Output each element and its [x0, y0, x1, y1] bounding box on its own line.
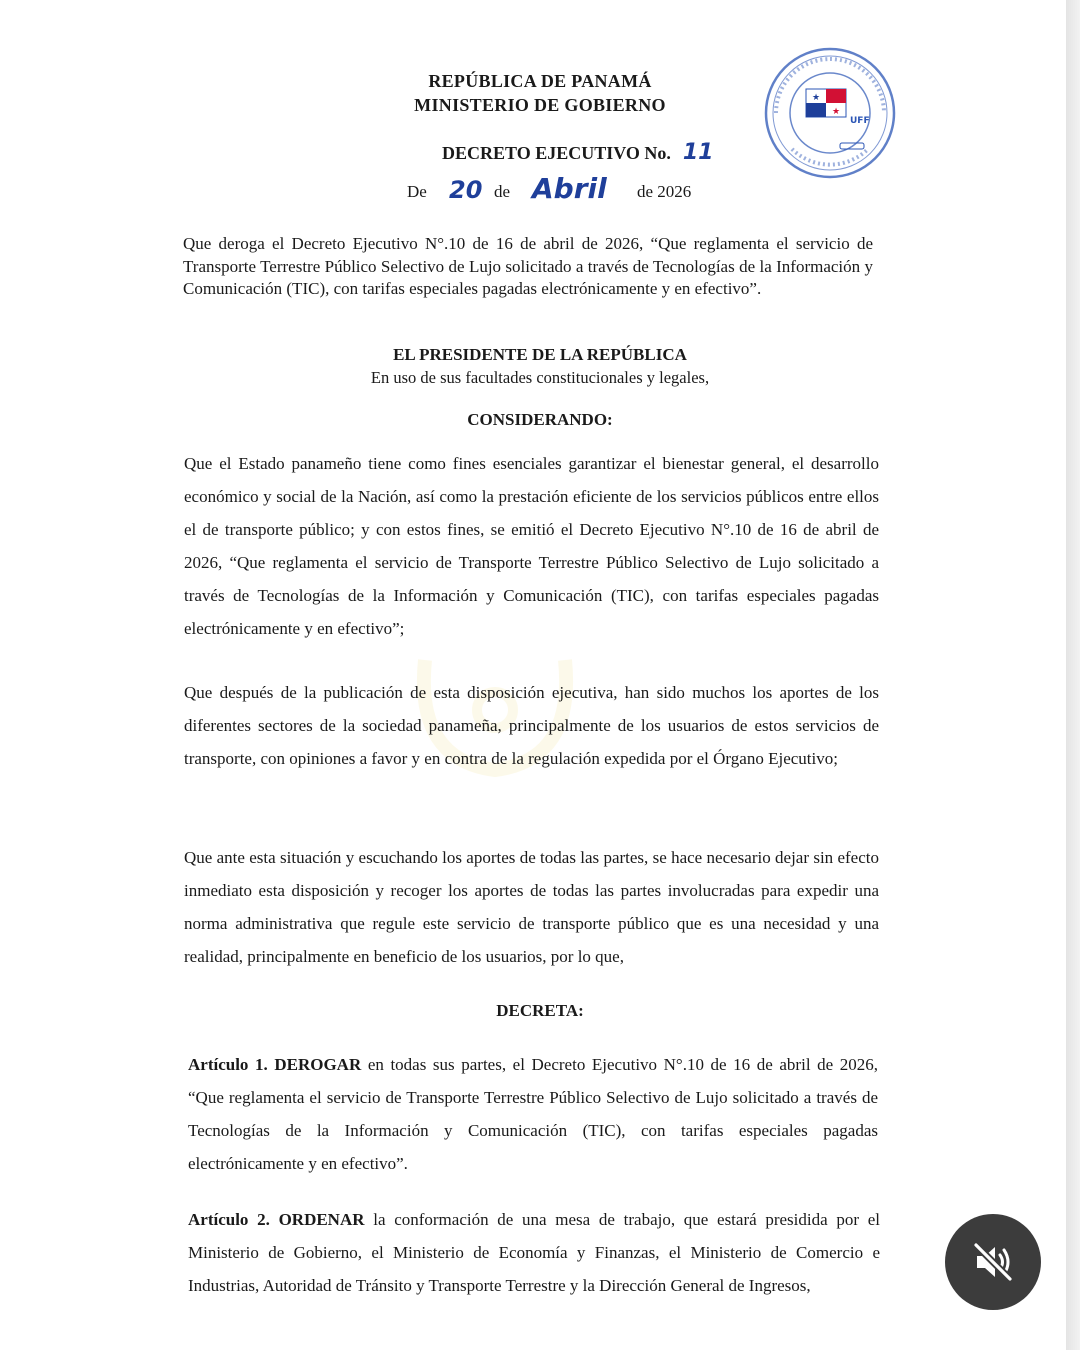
article-1-text: en todas sus partes, el Decreto Ejecutivo N°.10 de 16 de abril de 2026, “Que reglamenta el servicio de Transporte Terrestre Público Selectivo de Lujo solicitado a través de Tecnologías de la Información y Comunicación (TIC), con tarifas especiales pagadas electrónicamente y en efectivo”. — [188, 1055, 879, 1173]
intro-paragraph: Que deroga el Decreto Ejecutivo N°.10 de 16 de abril de 2026, “Que reglamenta el servicio de Transporte Terrestre Público Selectivo de Lujo solicitado a través de Tecnologías de la Información y Comunicación (TIC), con tarifas especiales pagadas electrónicamente y en efectivo”. — [183, 234, 873, 298]
considerando-paragraph-1: Que el Estado panameño tiene como fines esenciales garantizar el bienestar general, el desarrollo económico y social de la Nación, así como la prestación eficiente de los servicios públicos entre ellos el de transporte público; y con estos fines, se emitió el Decreto Ejecutivo N°.10 de 16 de abril de 2026, “Que reglamenta el servicio de Transporte Terrestre Público Selectivo de Lujo solicitado a través de Tecnologías de la Información y Comunicación (TIC), con tarifas especiales pagadas electrónicamente y en efectivo”; — [184, 454, 879, 638]
date-year: de 2026 — [637, 182, 692, 201]
article-2-text: la conformación de una mesa de trabajo, que estará presidida por el Ministerio de Gobierno, el Ministerio de Economía y Finanzas, el Ministerio de Comercio e Industrias, Autoridad de Tránsito y Transporte Terrestre y la Dirección General de Ingresos, — [188, 1210, 880, 1295]
article-1 — [188, 1048, 878, 1180]
president-title: EL PRESIDENTE DE LA REPÚBLICA — [393, 345, 687, 364]
decree-label: DECRETO EJECUTIVO No. — [442, 143, 671, 163]
svg-text:★: ★ — [811, 92, 821, 102]
decree-number-handwritten: 11 — [682, 140, 714, 165]
date-month-handwritten: Abril — [532, 172, 607, 205]
svg-text:★: ★ — [831, 106, 841, 116]
decreta-title: DECRETA: — [496, 1001, 584, 1020]
date-prefix: De — [407, 182, 427, 201]
mute-toggle-button[interactable] — [945, 1214, 1041, 1310]
decree-number-line — [442, 140, 713, 165]
svg-text:UFF: UFF — [850, 116, 870, 126]
considerando-paragraph-2: Que después de la publicación de esta disposición ejecutiva, han sido muchos los aportes de los diferentes sectores de la sociedad panameña, principalmente de los usuarios de estos servicios de transporte, con opiniones a favor y en contra de la regulación expedida por el Órgano Ejecutivo; — [184, 683, 879, 768]
president-subtitle: En uso de sus facultades constitucionales y legales, — [370, 368, 710, 387]
considerando-paragraph-3: Que ante esta situación y escuchando los aportes de todas las partes, se hace necesario dejar sin efecto inmediato esta disposición y recoger los aportes de todas las partes involucradas para expedir una norma administrativa que regule este servicio de transporte público que es una necesidad y una realidad, principalmente en beneficio de los usuarios, por lo que, — [184, 848, 879, 966]
date-day-handwritten: 20 — [449, 176, 483, 204]
official-seal-icon — [762, 45, 898, 181]
article-2-label: Artículo 2. ORDENAR — [188, 1210, 365, 1229]
considerando-title: CONSIDERANDO: — [467, 410, 613, 429]
speaker-muted-icon — [969, 1238, 1017, 1286]
article-1-label: Artículo 1. DEROGAR — [188, 1055, 362, 1074]
header-ministry: MINISTERIO DE GOBIERNO — [414, 95, 666, 115]
header-republic: REPÚBLICA DE PANAMÁ — [428, 71, 652, 91]
date-connector: de — [494, 182, 511, 201]
article-2 — [188, 1203, 880, 1302]
page-right-edge — [1066, 0, 1080, 1350]
